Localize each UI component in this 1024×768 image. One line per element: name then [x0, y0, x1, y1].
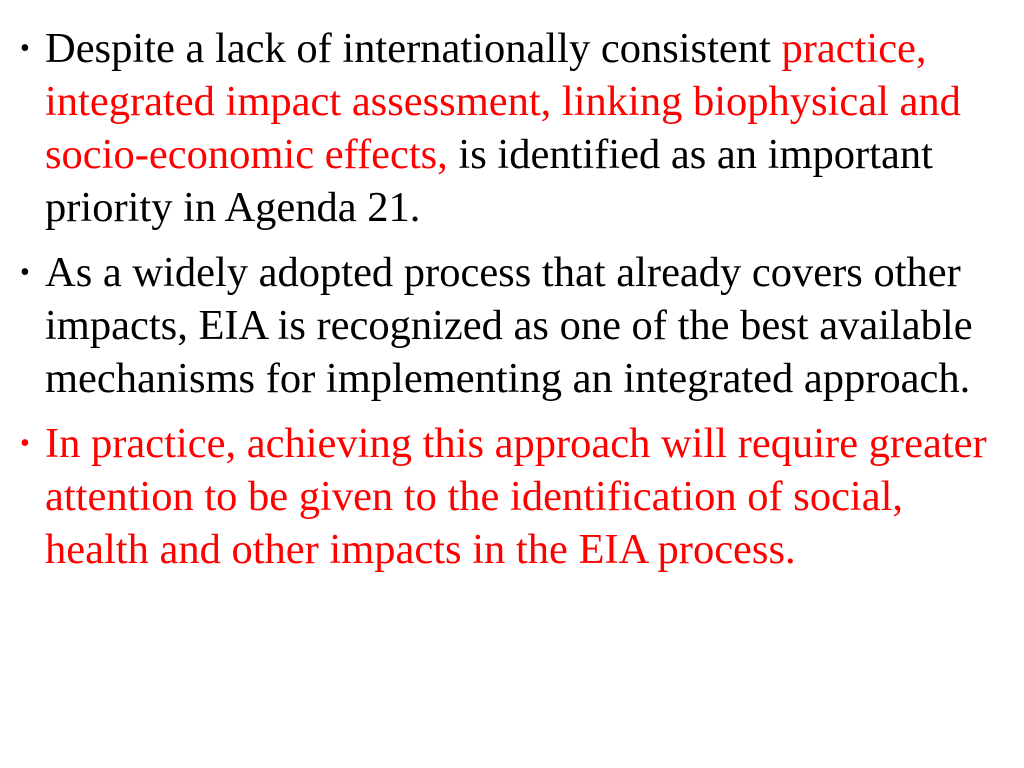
bullet-item-agenda21 — [20, 22, 1010, 234]
bullet-list — [20, 22, 1010, 588]
bullet-marker-icon: • — [20, 428, 30, 459]
bullet-text-segment: Despite a lack of internationally consistent — [45, 25, 782, 72]
bullet-item-eia-mechanism — [20, 246, 1010, 405]
bullet-text-highlight: In practice, achieving this approach will require greater attention to be given to the identification of social, health and other impacts in the EIA process. — [45, 420, 987, 573]
bullet-marker-icon: • — [20, 33, 30, 64]
bullet-marker-icon: • — [20, 257, 30, 288]
bullet-text-segment: is identified as an important priority in Agenda 21. — [45, 131, 933, 231]
bullet-text-highlight: practice, integrated impact assessment, linking biophysical and socio-economic effects, — [45, 25, 961, 178]
bullet-item-in-practice — [20, 417, 1010, 576]
bullet-text-segment: As a widely adopted process that already covers other impacts, EIA is recognized as one of the best available mechanisms for implementing an integrated approach. — [45, 249, 973, 402]
